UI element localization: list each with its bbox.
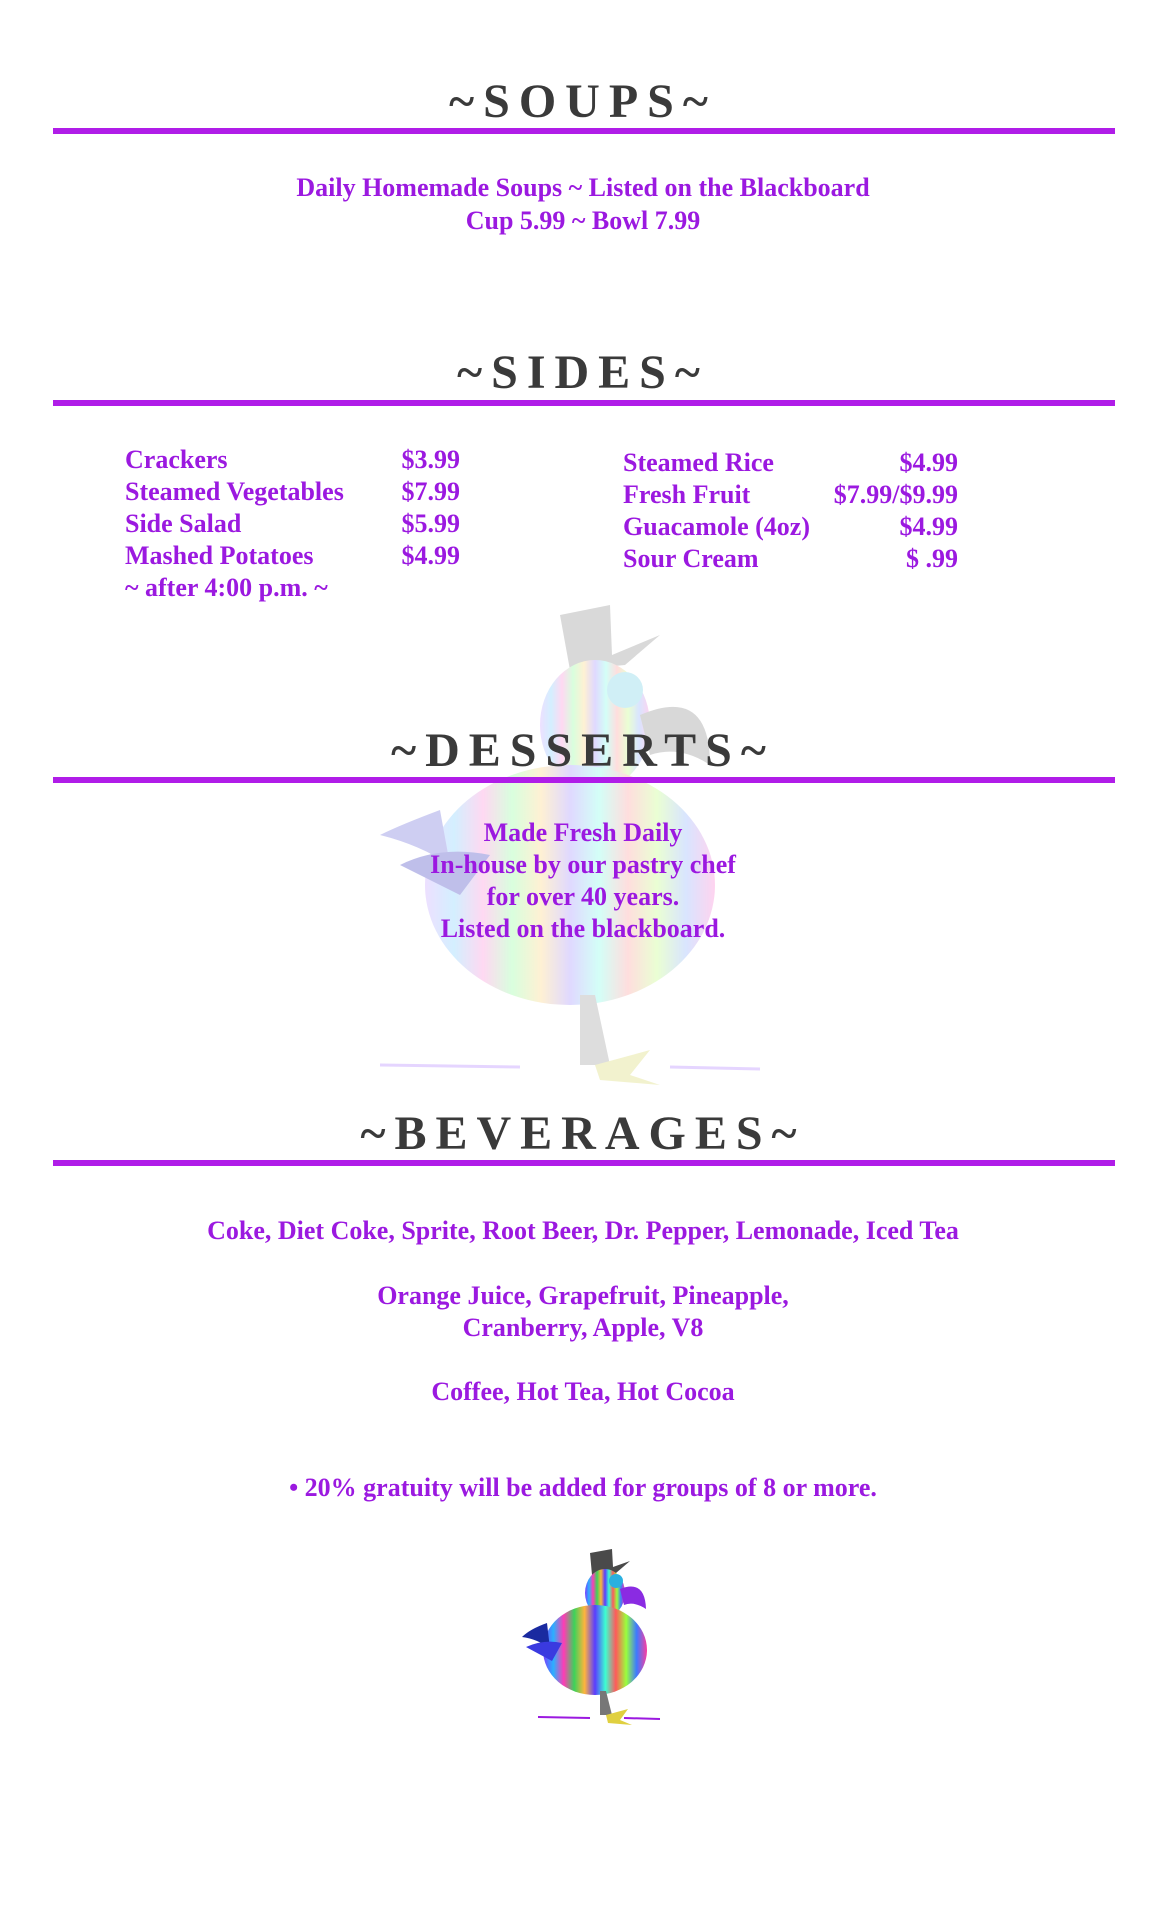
desserts-line: Made Fresh Daily (483, 818, 683, 847)
sides-note: ~ after 4:00 p.m. ~ (125, 573, 328, 602)
desserts-divider (53, 777, 1115, 783)
sides-heading: ~SIDES~ (457, 346, 709, 399)
beverages-soft-drinks: Coke, Diet Coke, Sprite, Root Beer, Dr. Pepper, Lemonade, Iced Tea (207, 1216, 959, 1245)
side-item-name: Sour Cream (623, 544, 759, 573)
beverages-divider (53, 1160, 1115, 1166)
desserts-heading: ~DESSERTS~ (391, 724, 775, 777)
side-item-price: $4.99 (401, 541, 460, 570)
soups-description: Daily Homemade Soups ~ Listed on the Blackboard (296, 173, 870, 202)
side-item-price: $ .99 (906, 544, 958, 573)
side-item-name: Mashed Potatoes (125, 541, 314, 570)
side-item-name: Crackers (125, 445, 228, 474)
beverages-hot-drinks: Coffee, Hot Tea, Hot Cocoa (431, 1377, 735, 1406)
beverages-heading: ~BEVERAGES~ (360, 1107, 806, 1160)
sides-divider (53, 400, 1115, 406)
rooster-logo-icon (520, 1545, 670, 1735)
desserts-line: for over 40 years. (486, 882, 680, 911)
side-item-price: $4.99 (899, 512, 958, 541)
side-item-name: Steamed Vegetables (125, 477, 344, 506)
gratuity-note: • 20% gratuity will be added for groups of 8 or more. (289, 1473, 877, 1502)
side-item-price: $3.99 (401, 445, 460, 474)
soups-divider (53, 128, 1115, 134)
side-item-price: $7.99/$9.99 (833, 480, 958, 509)
desserts-line: In-house by our pastry chef (430, 850, 736, 879)
side-item-price: $7.99 (401, 477, 460, 506)
side-item-name: Side Salad (125, 509, 242, 538)
side-item-price: $4.99 (899, 448, 958, 477)
beverages-juices-2: Cranberry, Apple, V8 (462, 1313, 704, 1342)
side-item-name: Guacamole (4oz) (623, 512, 811, 541)
side-item-price: $5.99 (401, 509, 460, 538)
side-item-name: Steamed Rice (623, 448, 774, 477)
desserts-line: Listed on the blackboard. (440, 914, 726, 943)
beverages-juices: Orange Juice, Grapefruit, Pineapple, (377, 1281, 789, 1310)
soups-prices: Cup 5.99 ~ Bowl 7.99 (465, 206, 701, 235)
side-item-name: Fresh Fruit (623, 480, 751, 509)
soups-heading: ~SOUPS~ (449, 75, 717, 128)
